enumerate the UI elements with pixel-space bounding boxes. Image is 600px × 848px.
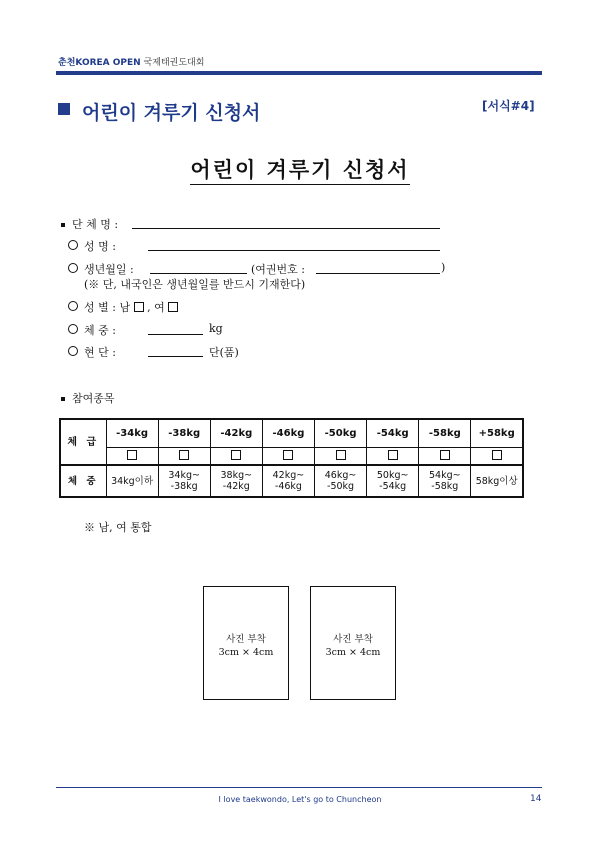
gender-line <box>84 299 178 315</box>
range-cell: 58kg이상 <box>471 465 523 497</box>
class-checkbox[interactable] <box>492 450 502 460</box>
class-cell: -42kg <box>210 419 262 448</box>
circle-icon <box>68 301 78 311</box>
range-cell: 54kg~ -58kg <box>419 465 471 497</box>
body-weight-header: 체 중 <box>60 465 106 497</box>
class-checkbox[interactable] <box>127 450 137 460</box>
range-cell: 42kg~ -46kg <box>262 465 314 497</box>
team-label: 단 체 명 : <box>72 218 119 231</box>
weight-class-table <box>59 418 524 498</box>
passport-label: (여권번호 : <box>251 263 305 276</box>
circle-icon <box>68 240 78 250</box>
header-brand: 춘천KOREA OPEN <box>58 58 141 68</box>
weight-field[interactable] <box>148 334 203 335</box>
range-cell: 38kg~ -42kg <box>210 465 262 497</box>
header-rule <box>56 71 542 75</box>
class-checkbox-cell <box>315 448 367 466</box>
passport-field[interactable] <box>316 273 440 274</box>
class-cell: -34kg <box>106 419 158 448</box>
form-number: [서식#4] <box>482 99 535 113</box>
class-cell: -38kg <box>158 419 210 448</box>
bullet-icon <box>61 397 65 401</box>
main-title <box>0 154 600 184</box>
weight-unit: kg <box>209 322 223 335</box>
photo-label: 사진 부착 <box>226 634 266 645</box>
class-cell: -50kg <box>315 419 367 448</box>
weight-class-header: 체 급 <box>60 419 106 465</box>
weight-label: 체 중 : <box>84 324 116 337</box>
range-cell: 50kg~ -54kg <box>367 465 419 497</box>
header-subtitle: 국제태권도대회 <box>143 58 205 68</box>
class-checkbox-cell <box>471 448 523 466</box>
gender-separator: , 여 <box>147 301 165 314</box>
class-checkbox[interactable] <box>179 450 189 460</box>
dob-note: (※ 단, 내국인은 생년월일를 반드시 기재한다) <box>84 278 306 291</box>
page-number: 14 <box>530 794 542 804</box>
class-checkbox-cell <box>367 448 419 466</box>
range-cell: 46kg~ -50kg <box>315 465 367 497</box>
table-row <box>60 448 523 466</box>
class-checkbox-cell <box>158 448 210 466</box>
female-checkbox[interactable] <box>168 302 178 312</box>
circle-icon <box>68 324 78 334</box>
class-checkbox[interactable] <box>283 450 293 460</box>
photo-size: 3cm × 4cm <box>218 647 274 658</box>
photo-label: 사진 부착 <box>333 634 373 645</box>
section-square-icon <box>58 103 70 115</box>
passport-close: ) <box>441 261 446 274</box>
class-checkbox-cell <box>210 448 262 466</box>
name-field[interactable] <box>148 250 440 251</box>
class-cell: -54kg <box>367 419 419 448</box>
rank-field[interactable] <box>148 356 203 357</box>
class-cell: -58kg <box>419 419 471 448</box>
class-checkbox[interactable] <box>336 450 346 460</box>
range-cell: 34kg이하 <box>106 465 158 497</box>
class-cell: -46kg <box>262 419 314 448</box>
dob-label: 생년월일 : <box>84 263 134 276</box>
footer-slogan: I love taekwondo, Let's go to Chuncheon <box>218 795 382 804</box>
class-checkbox-cell <box>419 448 471 466</box>
name-label: 성 명 : <box>84 240 116 253</box>
photo-box[interactable] <box>310 586 396 700</box>
class-checkbox[interactable] <box>231 450 241 460</box>
class-checkbox[interactable] <box>440 450 450 460</box>
gender-label: 성 별 : 남 <box>84 301 131 314</box>
photo-box[interactable] <box>203 586 289 700</box>
rank-unit: 단(품) <box>209 346 239 359</box>
section-title: 어린이 겨루기 신청서 <box>82 102 261 124</box>
photo-size: 3cm × 4cm <box>325 647 381 658</box>
table-row <box>60 465 523 497</box>
rank-label: 현 단 : <box>84 346 116 359</box>
circle-icon <box>68 346 78 356</box>
class-cell: +58kg <box>471 419 523 448</box>
events-note: ※ 남, 여 통합 <box>84 521 152 534</box>
footer-rule <box>56 787 542 788</box>
class-checkbox[interactable] <box>388 450 398 460</box>
class-checkbox-cell <box>106 448 158 466</box>
class-checkbox-cell <box>262 448 314 466</box>
team-name-field[interactable] <box>132 228 440 229</box>
circle-icon <box>68 263 78 273</box>
dob-field[interactable] <box>150 273 247 274</box>
male-checkbox[interactable] <box>134 302 144 312</box>
range-cell: 34kg~ -38kg <box>158 465 210 497</box>
bullet-icon <box>61 223 65 227</box>
main-title-text: 어린이 겨루기 신청서 <box>190 157 409 185</box>
events-heading: 참여종목 <box>72 392 115 405</box>
table-row <box>60 419 523 448</box>
header-brand-line <box>58 55 204 68</box>
